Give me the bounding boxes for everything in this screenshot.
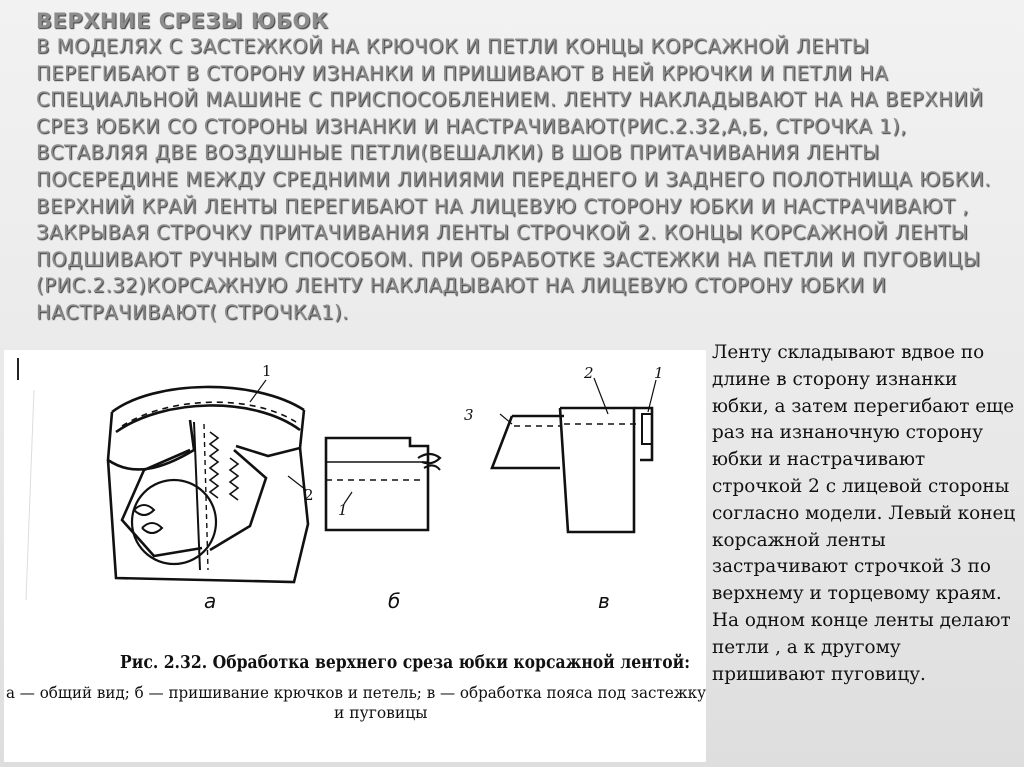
callout-a-1: 1 (262, 362, 272, 380)
panel-label-a: а (204, 589, 217, 613)
drawing-v (492, 378, 656, 532)
figure-caption-line2: и пуговицы (334, 704, 428, 722)
side-text: Ленту складывают вдвое по длине в сторону изнанки юбки, а затем перегибают еще раз на изнаночную сторону юбки и настрачивают строчкой 2 с лицевой стороны согласно модели. Левый конец корсажной ленты застрачивают строчкой 3 по верхнему и торцевому краям. На одном конце ленты делают петли , а к другому пришивают пуговицу. (712, 342, 1016, 685)
figure-caption-title: Рис. 2.32. Обработка верхнего среза юбки корсажной лентой: (120, 653, 690, 673)
callout-b-1: 1 (338, 501, 348, 519)
callout-v-3: 3 (464, 406, 474, 424)
callout-v-2: 2 (584, 364, 594, 382)
figure-image (4, 350, 706, 762)
panel-label-b: б (388, 589, 401, 613)
panel-label-v: в (598, 589, 610, 613)
slide-paragraph: В МОДЕЛЯХ С ЗАСТЕЖКОЙ НА КРЮЧОК И ПЕТЛИ КОНЦЫ КОРСАЖНОЙ ЛЕНТЫ ПЕРЕГИБАЮТ В СТОРОНУ ИЗНАНКИ И ПРИШИВАЮТ В НЕЙ КРЮЧКИ И ПЕТЛИ НА СПЕЦИАЛЬНОЙ МАШИНЕ С ПРИСПОСОБЛЕНИЕМ. ЛЕНТУ НАКЛАДЫВАЮТ НА НА ВЕРХНИЙ СРЕЗ ЮБКИ СО СТОРОНЫ ИЗНАНКИ И НАСТРАЧИВАЮТ(РИС.2.32,А,Б, СТРОЧКА 1), ВСТАВЛЯЯ ДВЕ ВОЗДУШНЫЕ ПЕТЛИ(ВЕШАЛКИ) В ШОВ ПРИТАЧИВАНИЯ ЛЕНТЫ ПОСЕРЕДИНЕ МЕЖДУ СРЕДНИМИ ЛИНИЯМИ ПЕРЕДНЕГО И ЗАДНЕГО ПОЛОТНИЩА ЮБКИ. ВЕРХНИЙ КРАЙ ЛЕНТЫ ПЕРЕГИБАЮТ НА ЛИЦЕВУЮ СТОРОНУ ЮБКИ И НАСТРАЧИВАЮТ , ЗАКРЫВАЯ СТРОЧКУ ПРИТАЧИВАНИЯ ЛЕНТЫ СТРОЧКОЙ 2. КОНЦЫ КОРСАЖНОЙ ЛЕНТЫ ПОДШИВАЮТ РУЧНЫМ СПОСОБОМ. ПРИ ОБРАБОТКЕ ЗАСТЕЖКИ НА ПЕТЛИ И ПУГОВИЦЫ (РИС.2.32)КОРСАЖНУЮ ЛЕНТУ НАКЛАДЫВАЮТ НА ЛИЦЕВУЮ СТОРОНУ ЮБКИ И НАСТРАЧИВАЮТ( СТРОЧКА1). (36, 35, 991, 324)
slide-heading (36, 8, 1011, 327)
slide-title: ВЕРХНИЕ СРЕЗЫ ЮБОК (36, 9, 329, 33)
figure-caption-line1: а — общий вид; б — пришивание крючков и петель; в — обработка пояса под застежку (6, 684, 706, 702)
technical-drawing (4, 350, 706, 762)
callout-v-1: 1 (654, 364, 664, 382)
callout-a-2: 2 (304, 486, 314, 504)
drawing-a (108, 380, 308, 582)
